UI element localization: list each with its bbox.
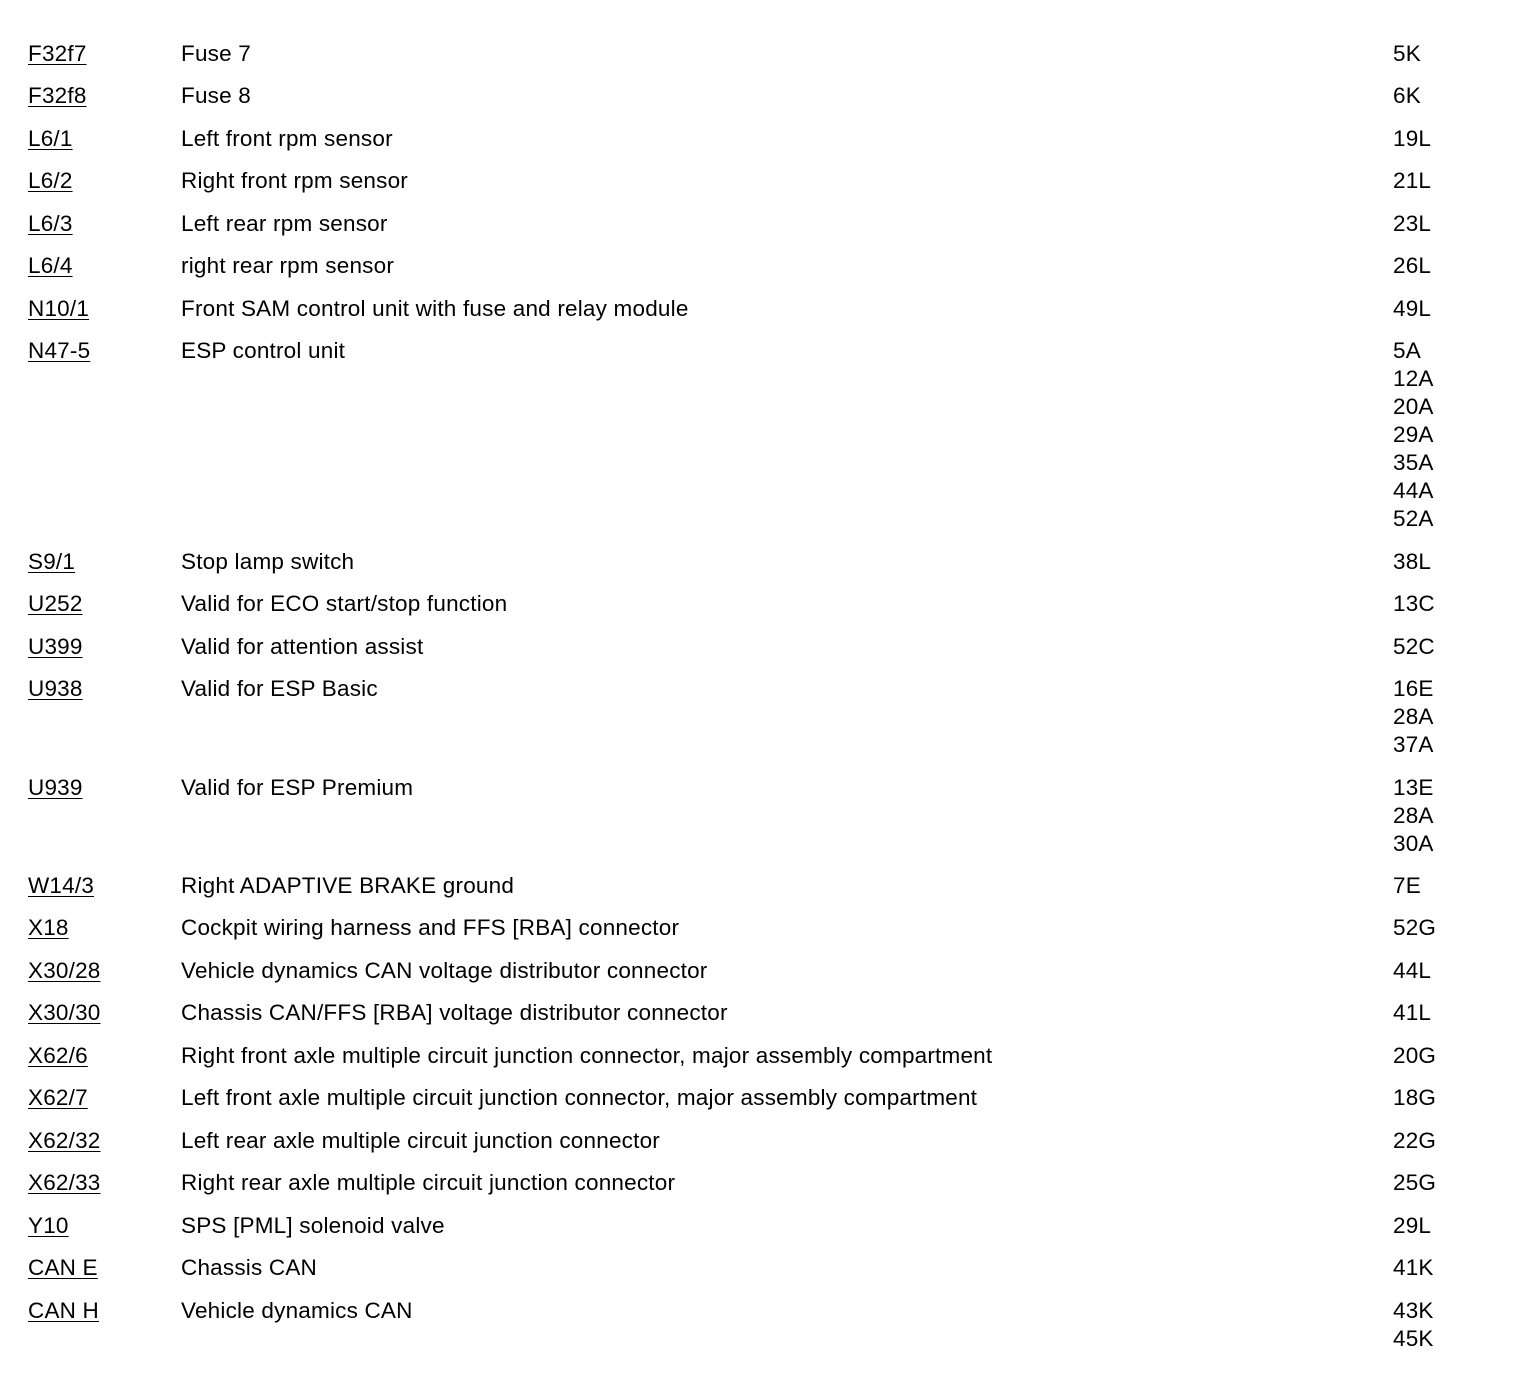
grid-reference: 20G	[1393, 1043, 1437, 1068]
component-code-link[interactable]: CAN E	[28, 1255, 98, 1280]
grid-reference: 44A	[1393, 478, 1434, 503]
component-description: Right rear axle multiple circuit junction connector	[181, 1170, 676, 1195]
grid-reference-list	[1393, 337, 1434, 533]
grid-reference: 38L	[1393, 549, 1432, 574]
grid-reference: 26L	[1393, 253, 1432, 278]
grid-reference: 13E	[1393, 775, 1434, 800]
grid-reference: 21L	[1393, 168, 1432, 193]
grid-reference-list	[1393, 633, 1435, 661]
grid-reference-list	[1393, 999, 1431, 1027]
grid-reference-list	[1393, 914, 1436, 942]
component-code-link[interactable]: S9/1	[28, 549, 76, 574]
component-description: Front SAM control unit with fuse and relay module	[181, 296, 689, 321]
grid-reference-list	[1393, 872, 1421, 900]
grid-reference: 45K	[1393, 1326, 1434, 1351]
component-code-link[interactable]: X62/6	[28, 1043, 88, 1068]
grid-reference: 52C	[1393, 634, 1435, 659]
component-description: Right front axle multiple circuit junction connector, major assembly compartment	[181, 1043, 993, 1068]
grid-reference-list	[1393, 590, 1435, 618]
component-code-link[interactable]: F32f8	[28, 83, 87, 108]
component-code-link[interactable]: X62/7	[28, 1085, 88, 1110]
grid-reference: 30A	[1393, 831, 1434, 856]
grid-reference-list	[1393, 548, 1431, 576]
grid-reference: 41K	[1393, 1255, 1434, 1280]
component-code-link[interactable]: U399	[28, 634, 83, 659]
grid-reference-list	[1393, 774, 1434, 858]
component-description: Right front rpm sensor	[181, 168, 408, 193]
grid-reference-list	[1393, 1169, 1436, 1197]
component-description: SPS [PML] solenoid valve	[181, 1213, 445, 1238]
component-code-link[interactable]: L6/1	[28, 126, 73, 151]
grid-reference-list	[1393, 295, 1431, 323]
component-code-link[interactable]: N10/1	[28, 296, 90, 321]
grid-reference-list	[1393, 125, 1431, 153]
grid-reference: 41L	[1393, 1000, 1432, 1025]
grid-reference: 35A	[1393, 450, 1434, 475]
component-description: ESP control unit	[181, 338, 346, 363]
grid-reference: 29A	[1393, 422, 1434, 447]
component-code-link[interactable]: U939	[28, 775, 83, 800]
component-description: Fuse 7	[181, 41, 251, 66]
component-code-link[interactable]: X62/32	[28, 1128, 101, 1153]
grid-reference: 16E	[1393, 676, 1434, 701]
component-description: Chassis CAN/FFS [RBA] voltage distributor connector	[181, 1000, 728, 1025]
grid-reference-list	[1393, 82, 1421, 110]
component-description: Fuse 8	[181, 83, 251, 108]
grid-reference: 19L	[1393, 126, 1432, 151]
grid-reference: 20A	[1393, 394, 1434, 419]
component-description: Cockpit wiring harness and FFS [RBA] connector	[181, 915, 680, 940]
grid-reference: 52A	[1393, 506, 1434, 531]
component-description: Left rear axle multiple circuit junction connector	[181, 1128, 660, 1153]
grid-reference-list	[1393, 1084, 1436, 1112]
grid-reference: 44L	[1393, 958, 1432, 983]
grid-reference: 29L	[1393, 1213, 1432, 1238]
component-code-link[interactable]: F32f7	[28, 41, 87, 66]
component-code-link[interactable]: U938	[28, 676, 83, 701]
component-description: Valid for attention assist	[181, 634, 424, 659]
grid-reference: 12A	[1393, 366, 1434, 391]
grid-reference: 52G	[1393, 915, 1437, 940]
grid-reference-list	[1393, 957, 1431, 985]
grid-reference-list	[1393, 1212, 1431, 1240]
grid-reference: 37A	[1393, 732, 1434, 757]
component-code-link[interactable]: L6/2	[28, 168, 73, 193]
component-description: Valid for ESP Premium	[181, 775, 414, 800]
component-code-link[interactable]: U252	[28, 591, 83, 616]
component-code-link[interactable]: L6/4	[28, 253, 73, 278]
grid-reference: 28A	[1393, 803, 1434, 828]
grid-reference: 25G	[1393, 1170, 1437, 1195]
grid-reference-list	[1393, 1254, 1434, 1282]
component-description: Valid for ECO start/stop function	[181, 591, 508, 616]
component-code-link[interactable]: Y10	[28, 1213, 69, 1238]
component-description: Left front axle multiple circuit junction connector, major assembly compartment	[181, 1085, 978, 1110]
grid-reference: 6K	[1393, 83, 1421, 108]
grid-reference-list	[1393, 210, 1431, 238]
grid-reference: 5A	[1393, 338, 1421, 363]
grid-reference: 22G	[1393, 1128, 1437, 1153]
grid-reference: 43K	[1393, 1298, 1434, 1323]
component-description: right rear rpm sensor	[181, 253, 395, 278]
grid-reference-list	[1393, 167, 1431, 195]
grid-reference-list	[1393, 1127, 1436, 1155]
grid-reference: 13C	[1393, 591, 1435, 616]
grid-reference-list	[1393, 252, 1431, 280]
grid-reference-list	[1393, 1042, 1436, 1070]
component-description: Right ADAPTIVE BRAKE ground	[181, 873, 515, 898]
grid-reference-list	[1393, 40, 1421, 68]
grid-reference: 7E	[1393, 873, 1421, 898]
component-code-link[interactable]: X18	[28, 915, 69, 940]
grid-reference: 28A	[1393, 704, 1434, 729]
component-description: Valid for ESP Basic	[181, 676, 378, 701]
grid-reference: 18G	[1393, 1085, 1437, 1110]
component-code-link[interactable]: W14/3	[28, 873, 95, 898]
grid-reference: 49L	[1393, 296, 1432, 321]
component-description: Left front rpm sensor	[181, 126, 393, 151]
component-description: Vehicle dynamics CAN voltage distributor connector	[181, 958, 708, 983]
component-description: Vehicle dynamics CAN	[181, 1298, 413, 1323]
component-code-link[interactable]: L6/3	[28, 211, 73, 236]
component-description: Chassis CAN	[181, 1255, 317, 1280]
grid-reference: 5K	[1393, 41, 1421, 66]
grid-reference: 23L	[1393, 211, 1432, 236]
component-description: Left rear rpm sensor	[181, 211, 388, 236]
component-description: Stop lamp switch	[181, 549, 355, 574]
component-code-link[interactable]: X62/33	[28, 1170, 101, 1195]
component-code-link[interactable]: X30/28	[28, 958, 101, 983]
component-code-link[interactable]: CAN H	[28, 1298, 100, 1323]
grid-reference-list	[1393, 675, 1434, 759]
component-code-link[interactable]: X30/30	[28, 1000, 101, 1025]
component-code-link[interactable]: N47-5	[28, 338, 91, 363]
grid-reference-list	[1393, 1297, 1434, 1353]
